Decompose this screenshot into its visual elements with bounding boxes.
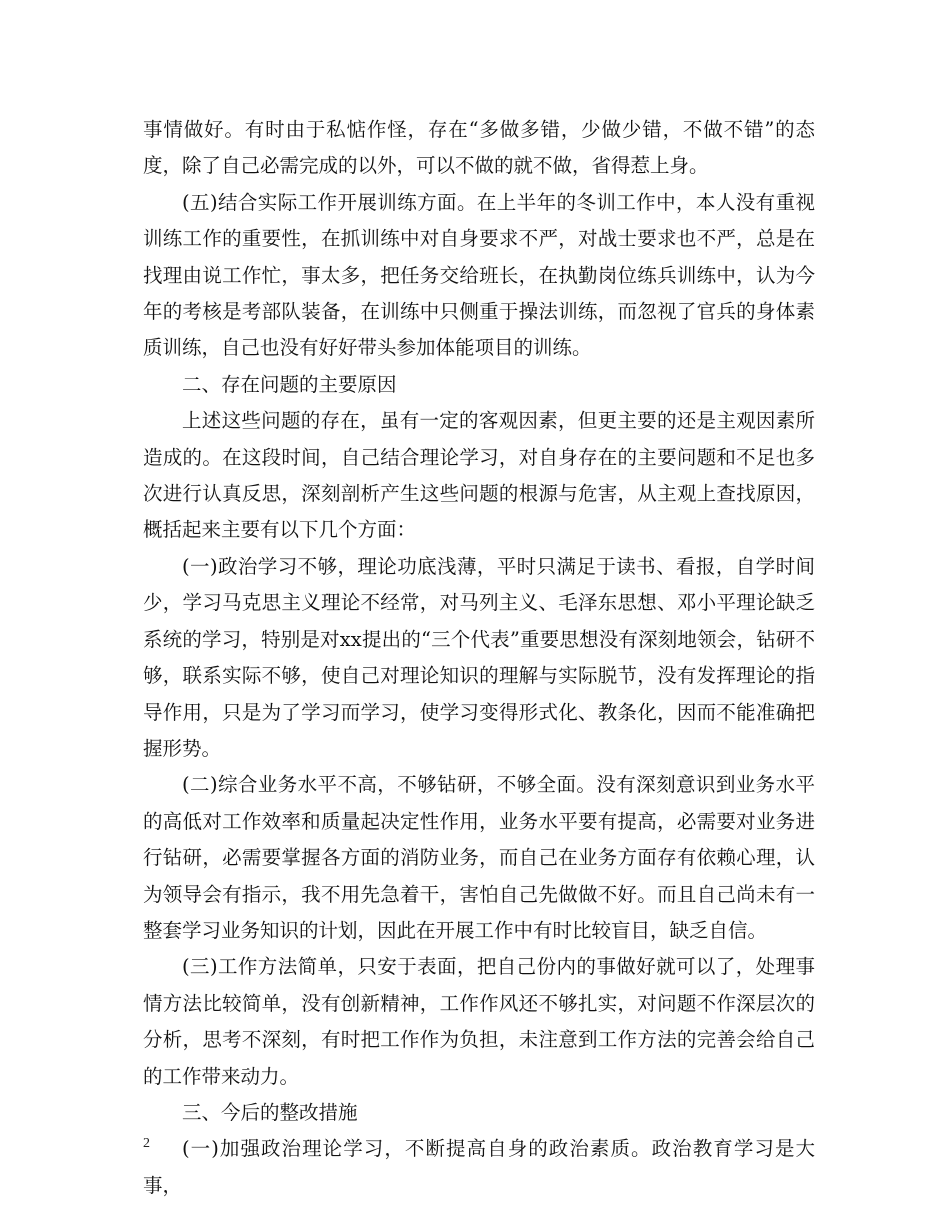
paragraph-continuation: 事情做好。有时由于私惦作怪，存在“多做多错，少做少错，不做不错”的态度，除了自己必需完成的以外，可以不做的就不做，省得惹上身。 <box>143 118 815 178</box>
paragraph-training: (五)结合实际工作开展训练方面。在上半年的冬训工作中，本人没有重视训练工作的重要性，在抓训练中对自身要求不严，对战士要求也不严，总是在找理由说工作忙，事太多，把任务交给班长，在执勤岗位练兵训练中，认为今年的考核是考部队装备，在训练中只侧重于操法训练，而忽视了官兵的身体素质训练，自己也没有好好带头参加体能项目的训练。 <box>143 190 815 360</box>
paragraph-work-method: (三)工作方法简单，只安于表面，把自己份内的事做好就可以了，处理事情方法比较简单，没有创新精神，工作作风还不够扎实，对问题不作深层次的分析，思考不深刻，有时把工作作为负担，未注意到工作方法的完善会给自己的工作带来动力。 <box>143 955 815 1088</box>
section-heading-causes: 二、存在问题的主要原因 <box>182 372 397 396</box>
paragraph-political-study: (一)政治学习不够，理论功底浅薄，平时只满足于读书、看报，自学时间少，学习马克思主义理论不经常，对马列主义、毛泽东思想、邓小平理论缺乏系统的学习，特别是对xx提出的“三个代表”重要思想没有深刻地领会，钻研不够，联系实际不够，使自己对理论知识的理解与实际脱节，没有发挥理论的指导作用，只是为了学习而学习，使学习变得形式化、教条化，因而不能准确把握形势。 <box>143 554 815 760</box>
page-number: 2 <box>143 1136 150 1151</box>
paragraph-business-level: (二)综合业务水平不高，不够钻研，不够全面。没有深刻意识到业务水平的高低对工作效率和质量起决定性作用，业务水平要有提高，必需要对业务进行钻研，必需要掌握各方面的消防业务，而自己在业务方面存有依赖心理，认为领导会有指示，我不用先急着干，害怕自己先做做不好。而且自己尚未有一整套学习业务知识的计划，因此在开展工作中有时比较盲目，缺乏自信。 <box>143 773 815 942</box>
paragraph-causes-intro: 上述这些问题的存在，虽有一定的客观因素，但更主要的还是主观因素所造成的。在这段时间，自己结合理论学习，对自身存在的主要问题和不足也多次进行认真反思，深刻剖析产生这些问题的根源与危害，从主观上查找原因，概括起来主要有以下几个方面： <box>143 409 815 542</box>
document-body <box>143 112 815 1204</box>
paragraph-measure-one: (一)加强政治理论学习，不断提高自身的政治素质。政治教育学习是大事， <box>143 1137 815 1197</box>
section-heading-measures: 三、今后的整改措施 <box>182 1100 358 1124</box>
